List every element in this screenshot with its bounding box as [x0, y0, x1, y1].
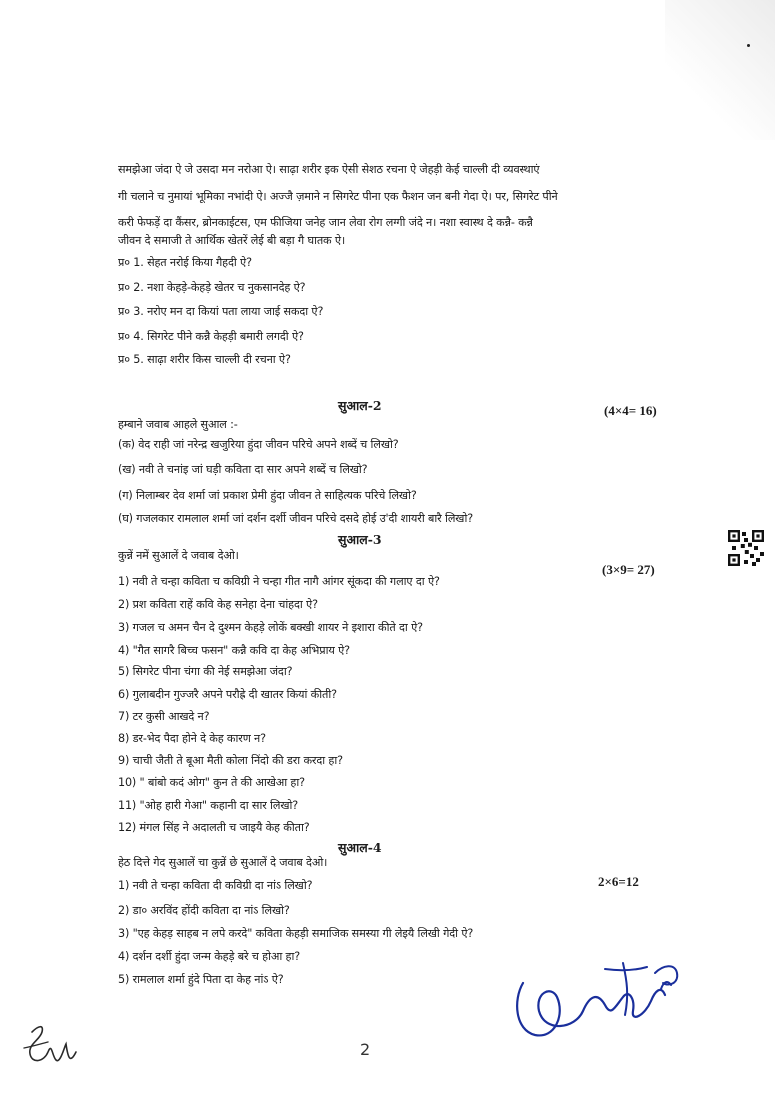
section-question: 9) चाची जैती ते बूआ मैती कोला निंदो की डरा करदा हा?	[118, 754, 343, 767]
initials	[18, 1018, 90, 1078]
section-question: 2) प्रश कविता राहें कवि केह सनेहा देना चांहदा ऐ?	[118, 598, 318, 611]
page-number: 2	[360, 1040, 371, 1059]
section-question: (ख) नवी ते चनांइ जां घड़ी कविता दा सार अपने शब्दें च लिखो?	[118, 463, 368, 476]
scan-dot	[747, 44, 750, 47]
section-question: (क) वेद राही जां नरेन्द्र खजुरिया हुंदा जीवन परिचे अपने शब्दें च लिखो?	[118, 438, 399, 451]
section-question: 6) गुलाबदीन गुज्जरै अपने परौह्रे दी खातर कियां कीती?	[118, 688, 337, 701]
paragraph-line: जीवन दे समाजी ते आर्थिक खेतरें लेई बी बड़ा गै घातक ऐ।	[118, 234, 346, 247]
section-question: 1) नवी ते चन्हा कविता च कविग्री ने चन्हा गीत नागै आंगर सूंकदा की गलाए दा ऐ?	[118, 575, 440, 588]
passage-question: प्र० 1. सेहत नरोई किया गैहदी ऐ?	[118, 256, 252, 269]
passage-question: प्र० 3. नरोए मन दा कियां पता लाया जाई सकदा ऐ?	[118, 305, 324, 318]
section-question: 1) नवी ते चन्हा कविता दी कविग्री दा नांऽ लिखो?	[118, 879, 313, 892]
section-heading: सुआल-3	[338, 532, 382, 547]
paragraph-line: करी फेफड़ें दा कैंसर, ब्रोनकाईटस, एम फीजिया जनेह जान लेवा रोग लग्गी जंदे न। नशा स्वास्थ दे कन्नै- कन्नै	[118, 216, 533, 229]
section-instruction: हम्बाने जवाब आहले सुआल :-	[118, 418, 238, 431]
paragraph-line: गी चलाने च नुमायां भूमिका नभांदी ऐ। अज्जै ज़माने न सिगरेट पीना एक फैशन जन बनी गेदा ऐ। पर, सिगरेट पीने	[118, 190, 558, 203]
section-question: 11) "ओह हारी गेआ" कहानी दा सार लिखो?	[118, 799, 299, 812]
signature	[505, 945, 690, 1045]
section-question: 5) रामलाल शर्मा हुंदे पिता दा केह नांऽ ऐ?	[118, 973, 284, 986]
section-question: 3) गजल च अमन चैन दे दुश्मन केहड़े लोकें बक्खी शायर ने इशारा कीते दा ऐ?	[118, 621, 423, 634]
section-question: 8) डर-भेद पैदा होने दे केह कारण न?	[118, 732, 266, 745]
section-marks: (3×9= 27)	[602, 562, 655, 577]
section-heading: सुआल-2	[338, 398, 382, 413]
section-instruction: कुन्नें नमें सुआलें दे जवाब देओ।	[118, 549, 239, 562]
section-question: (ग) निलाम्बर देव शर्मा जां प्रकाश प्रेमी हुंदा जीवन ते साहित्यक परिचे लिखो?	[118, 489, 417, 502]
passage-question: प्र० 2. नशा केहड़े-केहड़े खेतर च नुकसानदेह ऐ?	[118, 281, 306, 294]
section-question: (घ) गजलकार रामलाल शर्मा जां दर्शन दर्शी जीवन परिचे दसदे होई उ'दी शायरी बारै लिखो?	[118, 512, 473, 525]
passage-question: प्र० 5. साढ़ा शरीर किस चाल्ली दी रचना ऐ?	[118, 353, 291, 366]
section-question: 7) टर कुसी आखदे न?	[118, 710, 210, 723]
qr-code-icon	[728, 530, 764, 566]
section-question: 2) डा० अरविंद होंदी कविता दा नांऽ लिखो?	[118, 904, 290, 917]
section-marks: 2×6=12	[598, 874, 639, 889]
paragraph-line: समझेआ जंदा ऐ जे उसदा मन नरोआ ऐ। साढ़ा शरीर इक ऐसी सेशठ रचना ऐ जेहड़ी केई चाल्ली दी व्यवस्थाएं	[118, 163, 540, 176]
scan-shadow	[665, 0, 775, 140]
section-question: 4) दर्शन दर्शी हुंदा जन्म केहड़े बरे च होआ हा?	[118, 950, 301, 963]
section-question: 4) "गैत सागरै बिच्च फसन" कन्नै कवि दा केह अभिप्राय ऐ?	[118, 644, 350, 657]
section-question: 10) " बांबो कदं ओग" कुन ते की आखेआ हा?	[118, 776, 305, 789]
section-question: 3) "एह केहड़ साहब न लपे करदे" कविता केहड़ी समाजिक समस्या गी लेइयै लिखी गेदी ऐ?	[118, 927, 474, 940]
section-marks: (4×4= 16)	[604, 403, 657, 418]
section-heading: सुआल-4	[338, 840, 382, 855]
passage-question: प्र० 4. सिगरेट पीने कन्नै केहड़ी बमारी लगदी ऐ?	[118, 330, 304, 343]
section-instruction: हेठ दित्ते गेद सुआलें चा कुन्नें छे सुआलें दे जवाब देओ।	[118, 856, 328, 869]
section-question: 5) सिगरेट पीना चंगा की नेई समझेआ जंदा?	[118, 665, 293, 678]
section-question: 12) मंगल सिंह ने अदालती च जाइयै केह कीता?	[118, 821, 310, 834]
